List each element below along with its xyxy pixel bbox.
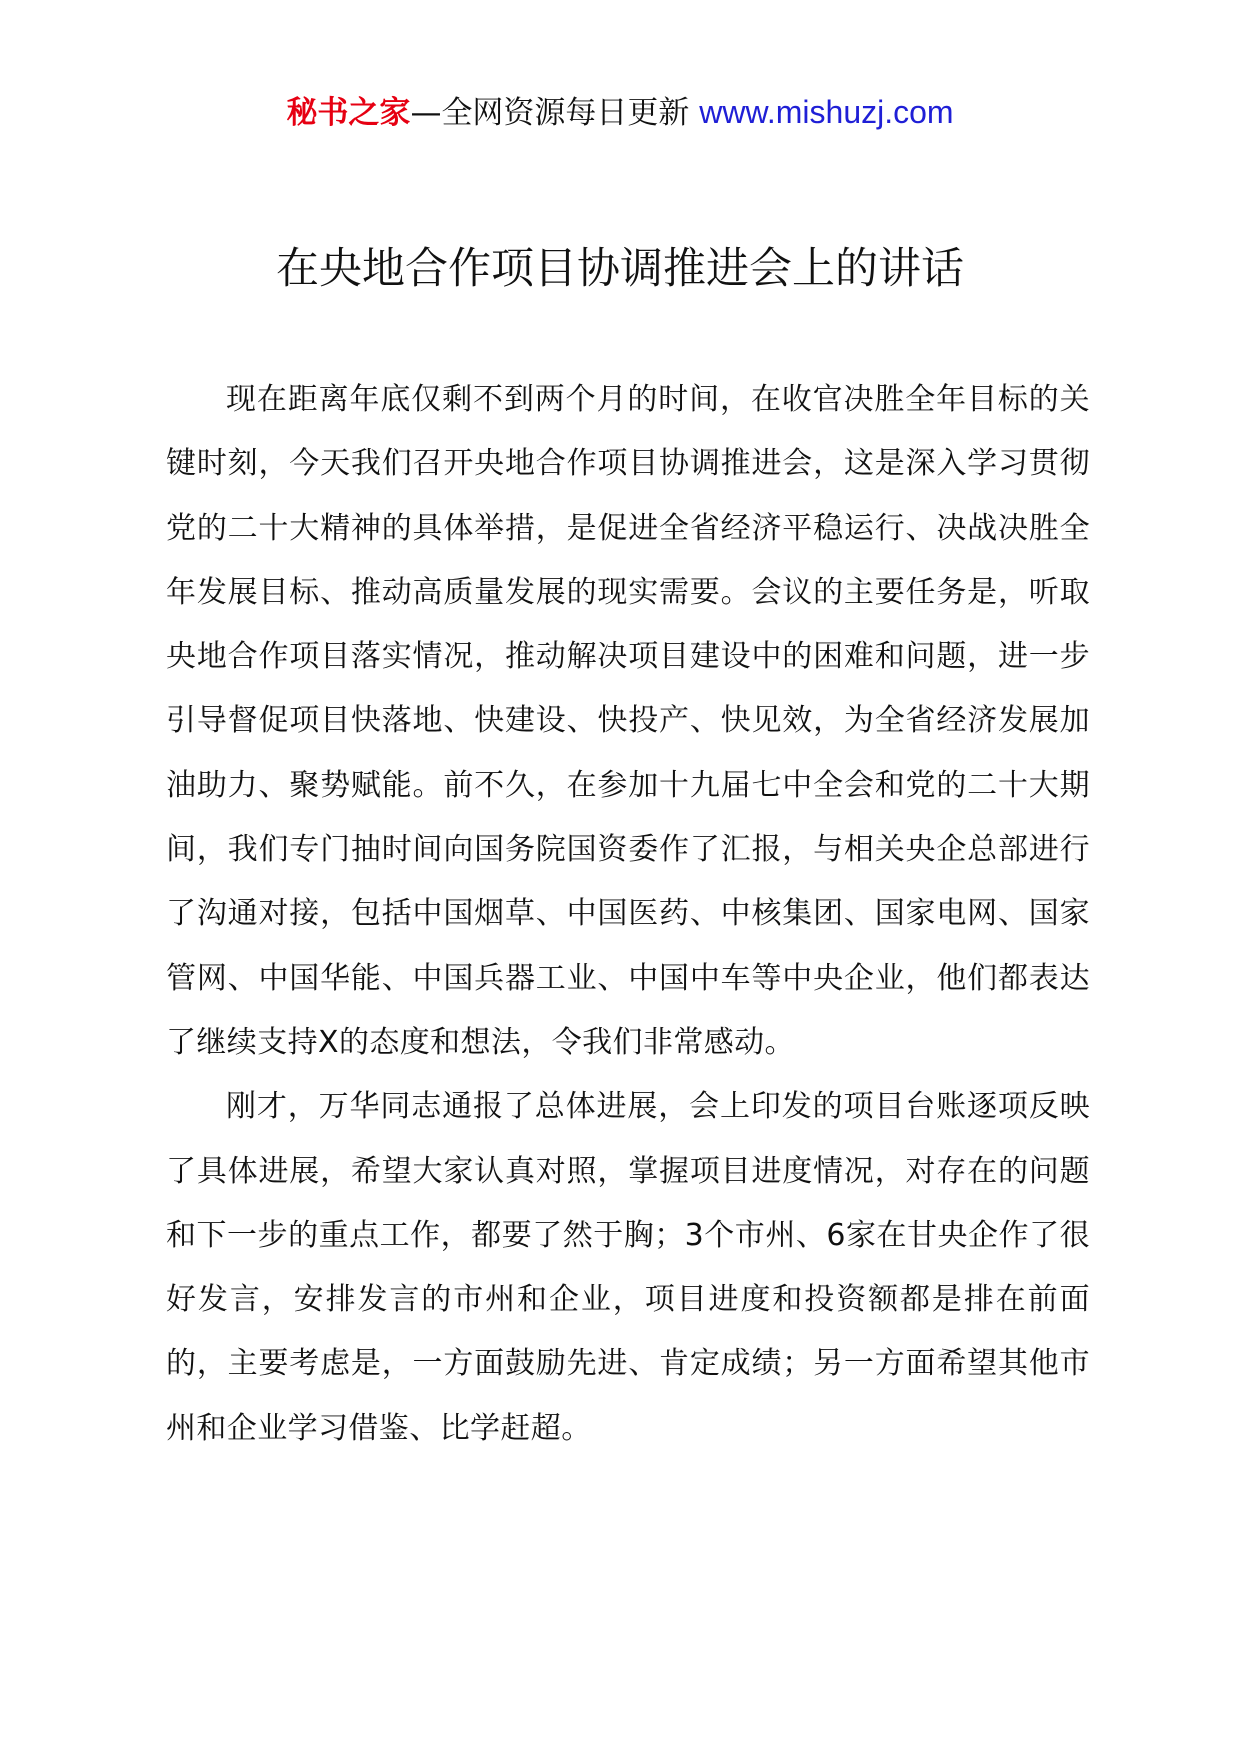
site-tagline: —全网资源每日更新 bbox=[410, 95, 700, 131]
document-title: 在央地合作项目协调推进会上的讲话 bbox=[276, 244, 964, 294]
document-body bbox=[166, 368, 1090, 1461]
site-banner bbox=[0, 92, 1240, 133]
body-paragraph: 现在距离年底仅剩不到两个月的时间，在收官决胜全年目标的关键时刻，今天我们召开央地合作项目协调推进会，这是深入学习贯彻党的二十大精神的具体举措，是促进全省经济平稳运行、决战决胜全年发展目标、推动高质量发展的现实需要。会议的主要任务是，听取央地合作项目落实情况，推动解决项目建设中的困难和问题，进一步引导督促项目快落地、快建设、快投产、快见效，为全省经济发展加油助力、聚势赋能。前不久，在参加十九届七中全会和党的二十大期间，我们专门抽时间向国务院国资委作了汇报，与相关央企总部进行了沟通对接，包括中国烟草、中国医药、中核集团、国家电网、国家管网、中国华能、中国兵器工业、中国中车等中央企业，他们都表达了继续支持X的态度和想法，令我们非常感动。 bbox=[166, 382, 1090, 1060]
site-name: 秘书之家 bbox=[286, 95, 411, 131]
body-paragraph: 刚才，万华同志通报了总体进展，会上印发的项目台账逐项反映了具体进展，希望大家认真对照，掌握项目进度情况，对存在的问题和下一步的重点工作，都要了然于胸；3个市州、6家在甘央企作了很好发言，安排发言的市州和企业，项目进度和投资额都是排在前面的，主要考虑是，一方面鼓励先进、肯定成绩；另一方面希望其他市州和企业学习借鉴、比学赶超。 bbox=[166, 1089, 1090, 1446]
site-url-link[interactable]: www.mishuzj.com bbox=[699, 94, 954, 130]
